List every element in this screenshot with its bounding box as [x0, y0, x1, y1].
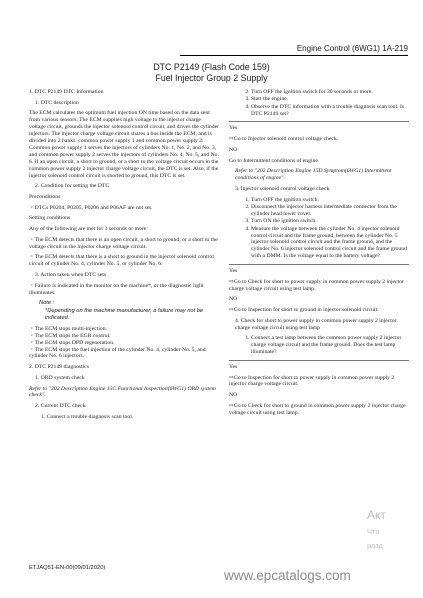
subsection-heading: 2. Condition for setting the DTC [35, 183, 110, 190]
dtc-description-text: The ECM calculates the optimum fuel injection ON time based on the data sent from various sensors. The ECM supplies high voltage to the injector charge voltage circuit, grounds the injector solenoid control circuit, and drives the cylinder injectors. The injector charge voltage circuit shares a bus inside the ECM, and is divided into 2 banks: common power supply 1 and common power supply 2. Common power supply 1 serves the injectors of cylinders No. 1, No. 2, and No. 3, and common power supply 2 serves the injectors of cylinders No. 4, No. 5, and No. 6. If an open circuit, a short to ground, or a short to the voltage circuit occurs in the common power supply 2 injector charge voltage circuit, the DTC is set. Also, if the injector solenoid control circuit is shorted to ground, this DTC is set. [29, 110, 220, 179]
reference-text: Refer to "202.Description Engine 15C.Functional Inspection(6WG1) OBD system check". [29, 385, 216, 399]
divider [229, 121, 409, 122]
subsection-heading: 3. Action taken when DTC sets [35, 272, 107, 278]
step-item: 4. Observe the DTC information with a trouble diagnosis scan tool. Is DTC P2149 set? [251, 104, 409, 118]
step-item: 4. Measure the voltage between the cylinder No. 4 injector solenoid control circuit and the frame ground, between the cylinder No. 5 injector solenoid control circuit and the frame ground, and the cylinder No. 6 injector solenoid control circuit and the frame ground with a DMM. Is the voltage equal to the battery voltage? [251, 226, 409, 261]
step-item: 2. Turn OFF the ignition switch for 30 seconds or more. [251, 89, 409, 96]
subsection-heading: 1. DTC description [35, 99, 79, 106]
action-item: ・The ECM stops multi-injection. [29, 325, 108, 332]
step-item: 3. Start the engine. [251, 96, 409, 103]
no-label: NO [229, 392, 238, 399]
site-watermark: www.epcatalogs.com [224, 568, 351, 583]
left-column [29, 89, 219, 425]
overlay-line: Что [367, 527, 380, 536]
yes-action: ⇨Go to Check for short to power supply in common power supply 2 injector charge voltage circuit using test lamp. [229, 278, 404, 292]
no-label: NO [229, 296, 238, 303]
subsection-heading: 4. Check for short to power supply in common power supply 2 injector charge voltage circuit using test lamp [235, 317, 397, 331]
setting-condition-item: ・The ECM detects that there is an open circuit, a short to ground, or a short to the voltage circuit in the injector charge voltage circuit. [29, 236, 218, 250]
document-code: ETJAQ51-EN-00(09/01/2020) [29, 565, 106, 571]
setting-conditions-heading: Setting conditions [29, 215, 71, 222]
preconditions-text: ・DTCs P0204, P0205, P0206 and P06AF are not set. [29, 204, 153, 211]
step-item: 3. Turn ON the ignition switch. [251, 218, 409, 225]
section-heading: 1. DTC P2149 DTC Information [29, 89, 104, 95]
overlay-line: Акт [367, 508, 386, 522]
subsection-heading: 1. OBD system check [35, 374, 85, 381]
action-item: ・Failure is indicated in the monitor on the machine*, or the diagnostic light illuminates. [29, 282, 204, 296]
divider [229, 360, 409, 361]
overlay-line: разд [367, 541, 383, 550]
action-item: ・The ECM stops the EGR control. [29, 332, 111, 339]
yes-label: Yes [229, 268, 238, 274]
divider [229, 264, 409, 265]
yes-label: Yes [229, 125, 238, 132]
setting-conditions-text: Any of the following are met for 3 seconds or more: [29, 226, 148, 233]
subsection-heading: 3. Injector solenoid control voltage check [235, 185, 330, 192]
yes-action: ⇨Go to Injector solenoid control voltage check. [229, 136, 339, 143]
step-list [229, 335, 409, 356]
no-action: ⇨Go to Check for short to ground in common power supply 2 injector charge voltage circuit using test lamp. [229, 402, 406, 416]
action-item: ・The ECM stops DPD regeneration. [29, 339, 115, 346]
note-heading: Note : [39, 300, 55, 307]
right-column [229, 89, 409, 420]
yes-label: Yes [229, 363, 238, 370]
step-item: 2. Disconnect the injector harness intermediate connector from the cylinder head lower cover. [251, 204, 409, 218]
subsection-heading: 2. Current DTC check [35, 403, 86, 410]
yes-action: ⇨Go to Inspection for short to power supply in common power supply 2 injector charge voltage circuit. [229, 374, 395, 388]
no-action: ⇨Go to Inspection for short to ground in injector solenoid circuit. [229, 307, 379, 314]
activation-overlay [367, 508, 386, 550]
section-heading: 2. DTC P2149 diagnostics [29, 364, 90, 371]
action-item: ・The ECM stops the fuel injection of the cylinder No. 4, cylinder No. 5, and cylinder No. 6 injectors. [29, 346, 206, 360]
step-item: 1. Turn OFF the ignition switch. [251, 197, 409, 204]
running-header: Engine Control (6WG1) 1A-219 [180, 44, 408, 56]
step-item: 1. Connect a test lamp between the common power supply 2 injector charge voltage circuit and the frame ground. Does the test lamp illuminate? [251, 335, 409, 356]
reference-text: Refer to "202.Description Engine 15D.Symptom(6WG1) Intermittent conditions of engine". [235, 168, 392, 182]
step-list [229, 197, 409, 261]
page-title: DTC P2149 (Flash Code 159) [153, 62, 270, 72]
setting-condition-item: ・The ECM detects that there is a short to ground in the injector solenoid control circuit of cylinder No. 4, cylinder No. 5, or cylinder No. 6. [29, 254, 214, 268]
no-action: Go to Intermittent conditions of engine. [229, 157, 320, 164]
step-list [229, 89, 409, 118]
page-subtitle: Fuel Injector Group 2 Supply [155, 73, 268, 83]
preconditions-heading: Preconditions [29, 193, 61, 200]
no-label: NO [229, 146, 238, 153]
note-text: *Depending on the machine manufacturer, a failure may not be indicated. [45, 308, 204, 322]
step-item: 1. Connect a trouble diagnosis scan tool. [41, 413, 134, 420]
